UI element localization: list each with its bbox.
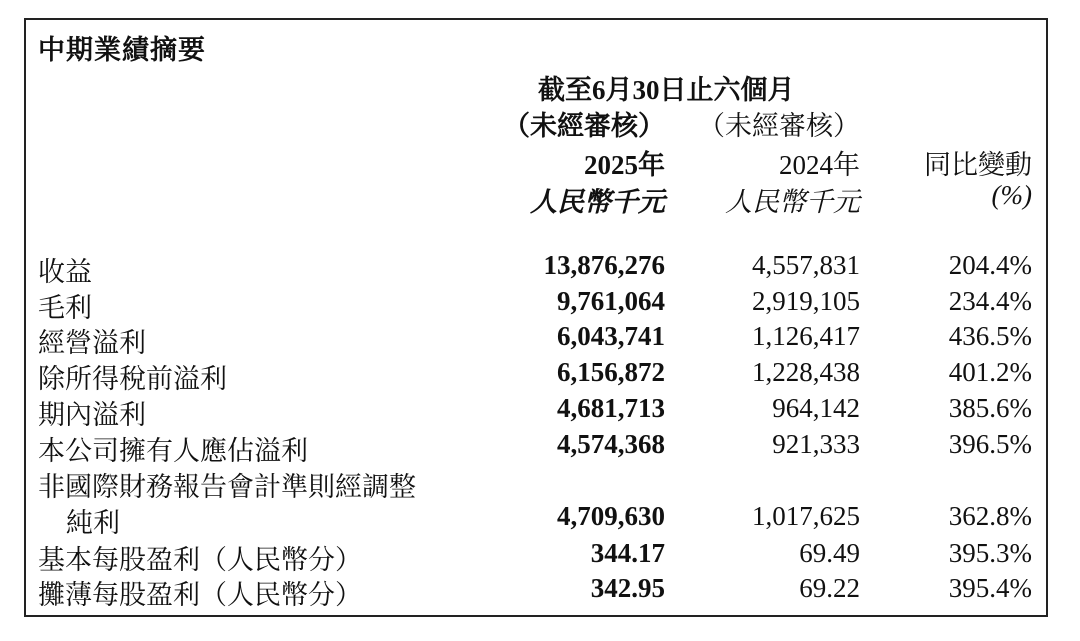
table-row bbox=[38, 321, 1032, 357]
value-2024: 921,333 bbox=[772, 429, 860, 459]
value-change: 385.6% bbox=[948, 393, 1032, 423]
unit-2025-header: 人民幣千元 bbox=[530, 187, 665, 217]
value-2025: 342.95 bbox=[590, 573, 665, 603]
value-2025: 13,876,276 bbox=[543, 250, 665, 280]
value-2024: 1,126,417 bbox=[752, 321, 860, 351]
row-label: 經營溢利 bbox=[38, 328, 146, 358]
table-row bbox=[38, 429, 1032, 465]
value-change: 401.2% bbox=[948, 357, 1032, 387]
value-2024: 2,919,105 bbox=[752, 286, 860, 316]
value-2024: 964,142 bbox=[772, 393, 860, 423]
table-row bbox=[38, 501, 1032, 537]
value-2024: 1,017,625 bbox=[752, 501, 860, 531]
value-2025: 4,709,630 bbox=[557, 501, 665, 531]
value-change: 396.5% bbox=[948, 429, 1032, 459]
table-row bbox=[38, 286, 1032, 322]
value-change: 234.4% bbox=[948, 286, 1032, 316]
audit-2025-header: （未經審核） bbox=[503, 111, 665, 141]
value-change: 204.4% bbox=[948, 250, 1032, 280]
value-2024: 69.49 bbox=[799, 538, 860, 568]
value-2025: 9,761,064 bbox=[557, 286, 665, 316]
row-label: 非國際財務報告會計準則經調整 bbox=[38, 472, 416, 502]
change-header: 同比變動 bbox=[924, 150, 1032, 180]
unit-change-header: (%) bbox=[991, 180, 1032, 210]
row-label: 攤薄每股盈利（人民幣分） bbox=[38, 580, 362, 610]
value-2025: 4,681,713 bbox=[557, 393, 665, 423]
value-2024: 1,228,438 bbox=[752, 357, 860, 387]
value-2025: 6,156,872 bbox=[557, 357, 665, 387]
table-title: 中期業績摘要 bbox=[38, 35, 206, 66]
value-change: 395.3% bbox=[948, 538, 1032, 568]
unit-2024-header: 人民幣千元 bbox=[725, 187, 860, 217]
period-header: 截至6月30日止六個月 bbox=[538, 75, 795, 105]
value-change: 436.5% bbox=[948, 321, 1032, 351]
audit-2024-header: （未經審核） bbox=[698, 111, 860, 141]
table-row bbox=[38, 538, 1032, 574]
value-change: 395.4% bbox=[948, 573, 1032, 603]
row-label: 毛利 bbox=[38, 293, 92, 323]
row-label: 基本每股盈利（人民幣分） bbox=[38, 545, 362, 575]
row-label: 期內溢利 bbox=[38, 400, 146, 430]
year-2025-header: 2025年 bbox=[584, 150, 665, 180]
table-row bbox=[38, 573, 1032, 609]
table-row bbox=[38, 393, 1032, 429]
table-row bbox=[38, 250, 1032, 286]
row-label: 純利 bbox=[66, 508, 120, 538]
table-row bbox=[38, 465, 1032, 501]
value-change: 362.8% bbox=[948, 501, 1032, 531]
row-label: 收益 bbox=[38, 257, 92, 287]
table-row bbox=[38, 357, 1032, 393]
value-2025: 344.17 bbox=[590, 538, 665, 568]
row-label: 除所得稅前溢利 bbox=[38, 364, 227, 394]
row-label: 本公司擁有人應佔溢利 bbox=[38, 436, 308, 466]
year-2024-header: 2024年 bbox=[779, 150, 860, 180]
value-2025: 6,043,741 bbox=[557, 321, 665, 351]
value-2024: 69.22 bbox=[799, 573, 860, 603]
value-2025: 4,574,368 bbox=[557, 429, 665, 459]
value-2024: 4,557,831 bbox=[752, 250, 860, 280]
